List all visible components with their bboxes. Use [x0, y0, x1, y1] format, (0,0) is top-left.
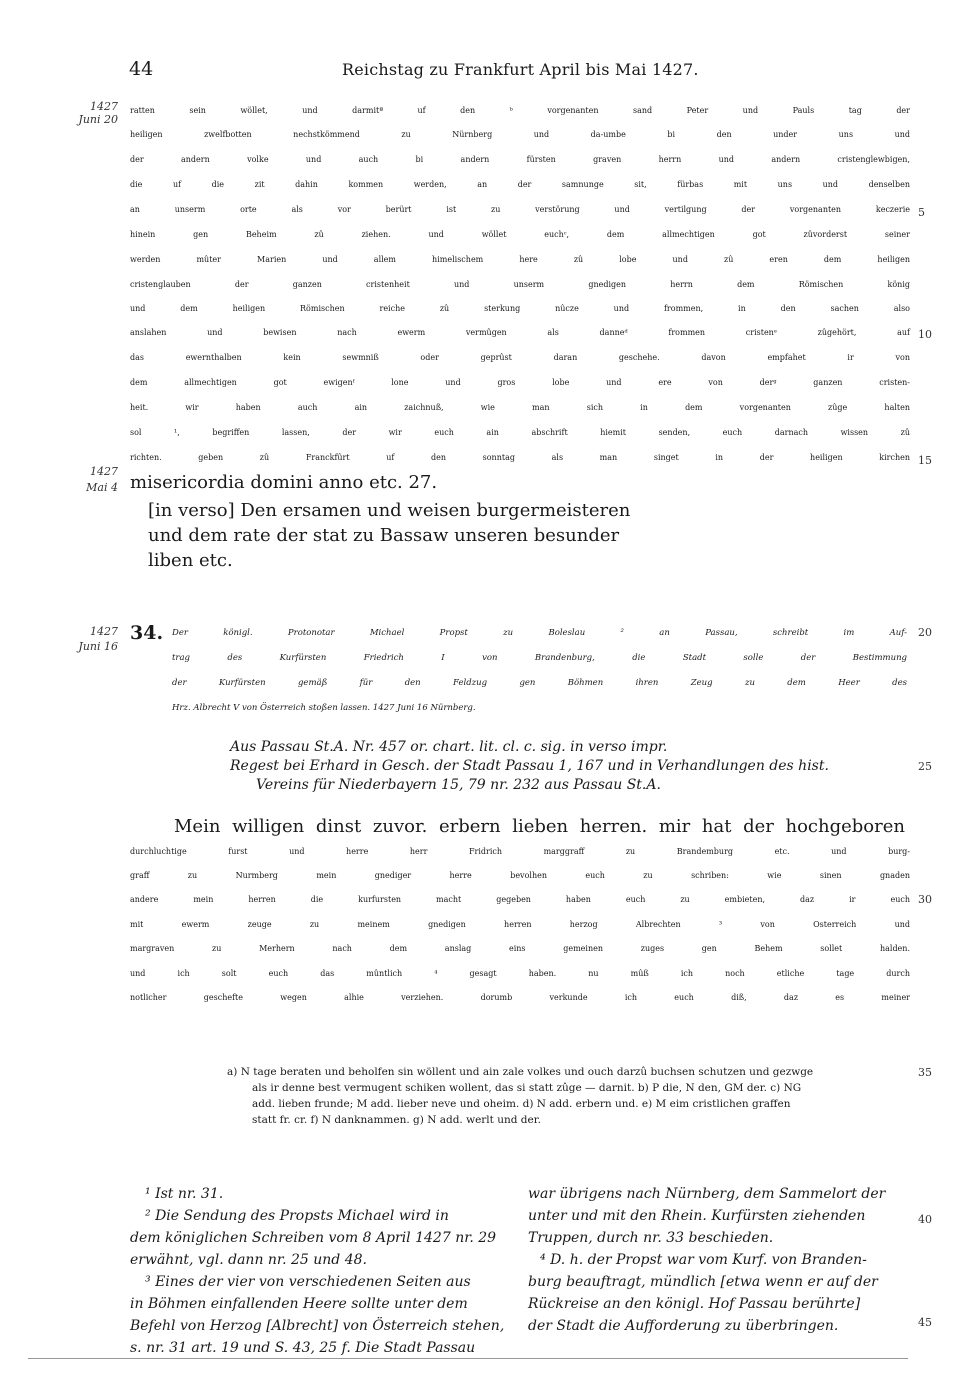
- text-line: anslahen und bewisen nach ewerm vermûgen als danneᵈ frommen cristenᵉ zûgehört, auf: [130, 328, 910, 337]
- document-title-line: Hrz. Albrecht V von Österreich stoßen lassen. 1427 Juni 16 Nürnberg.: [172, 703, 476, 713]
- footnote-line: Befehl von Herzog [Albrecht] von Österreich stehen,: [130, 1318, 505, 1334]
- text-line: an unserm orte als vor berürt ist zu verstörung und vertilgung der vorgenanten keczerie: [130, 205, 910, 214]
- line-number: 15: [918, 454, 932, 467]
- footnote-line: Truppen, durch nr. 33 beschieden.: [528, 1230, 774, 1246]
- line-number: 45: [918, 1316, 932, 1329]
- text-line: hinein gen Beheim zû ziehen. und wöllet euchᶜ, dem allmechtigen got zûvorderst seiner: [130, 230, 910, 239]
- line-number: 20: [918, 626, 932, 639]
- text-line: notlicher geschefte wegen alhie verziehen. dorumb verkunde ich euch diß, daz es meiner: [130, 993, 910, 1002]
- text-line: und ich solt euch das mûntlich ⁴ gesagt haben. nu mûß ich noch etliche tage durch: [130, 969, 910, 978]
- running-title: Reichstag zu Frankfurt April bis Mai 1427.: [342, 60, 699, 79]
- footnote-line: ⁴ D. h. der Propst war vom Kurf. von Branden-: [540, 1252, 867, 1268]
- margin-date-year: 1427: [90, 465, 118, 478]
- text-line: mit ewerm zeuge zu meinem gnedigen herren herzog Albrechten ³ von Osterreich und: [130, 920, 910, 929]
- footnote-line: s. nr. 31 art. 19 und S. 43, 25 f. Die Stadt Passau: [130, 1340, 476, 1356]
- verso-line: und dem rate der stat zu Bassaw unseren besunder: [148, 525, 620, 546]
- text-line: die uf die zit dahin kommen werden, an der samnunge sit, fürbas mit uns und denselben: [130, 180, 910, 189]
- margin-date-year: 1427: [90, 625, 118, 638]
- footnote-line: Rückreise an den königl. Hof Passau berührte]: [528, 1296, 861, 1312]
- text-line: cristenglauben der ganzen cristenheit und unserm gnedigen herrn dem Römischen könig: [130, 280, 910, 289]
- line-number: 30: [918, 893, 932, 906]
- text-line: graff zu Nurmberg mein gnediger herre bevolhen euch zu schriben: wie sinen gnaden: [130, 871, 910, 880]
- text-line: dem allmechtigen got ewigenᶠ lone und gros lobe und ere von derᵍ ganzen cristen-: [130, 378, 910, 387]
- margin-date-day: Juni 20: [78, 113, 118, 126]
- text-line: misericordia domini anno etc. 27.: [130, 472, 438, 493]
- margin-date-year: 1427: [90, 100, 118, 113]
- text-line: margraven zu Merhern nach dem anslag eins gemeinen zuges gen Behem sollet halden.: [130, 944, 910, 953]
- source-line: Aus Passau St.A. Nr. 457 or. chart. lit. cl. c. sig. in verso impr.: [230, 739, 668, 755]
- variant-note-line: add. lieben frunde; M add. lieber neve und oheim. d) N add. erbern und. e) M eim cristlichen graffen: [252, 1098, 791, 1110]
- text-line: richten. geben zû Franckfûrt uf den sonntag als man singet in der heiligen kirchen: [130, 453, 910, 462]
- variant-note-line: a) N tage beraten und beholfen sin wöllent und ain zale volkes und ouch darzû buchsen schutzen und gezwge: [227, 1066, 814, 1078]
- footnote-line: burg beauftragt, mündlich [etwa wenn er auf der: [528, 1274, 878, 1290]
- line-number: 5: [918, 206, 925, 219]
- footnote-line: der Stadt die Aufforderung zu überbringen.: [528, 1318, 839, 1334]
- variant-note-line: statt fr. cr. f) N danknammen. g) N add. werlt und der.: [252, 1114, 541, 1126]
- text-line: andere mein herren die kurfursten macht gegeben haben euch zu embieten, daz ir euch: [130, 895, 910, 904]
- footnote-line: ³ Eines der vier von verschiedenen Seiten aus: [145, 1274, 471, 1290]
- verso-line: [in verso] Den ersamen und weisen burgermeisteren: [148, 500, 631, 521]
- source-line: Regest bei Erhard in Gesch. der Stadt Passau 1, 167 und in Verhandlungen des hist.: [230, 758, 829, 774]
- line-number: 10: [918, 328, 932, 341]
- page-number: 44: [129, 58, 154, 80]
- document-number: 34.: [130, 622, 164, 644]
- text-line: durchluchtige furst und herre herr Fridrich marggraff zu Brandemburg etc. und burg-: [130, 847, 910, 856]
- text-line: der andern volke und auch bi andern fürsten graven herrn und andern cristenglewbigen,: [130, 155, 910, 164]
- text-line: heiligen zwelfbotten nechstkömmend zu Nürnberg und da-umbe bi den under uns und: [130, 130, 910, 139]
- verso-line: liben etc.: [148, 550, 233, 571]
- text-line: Mein willigen dinst zuvor. erbern lieben herren. mir hat der hochgeboren: [174, 816, 905, 837]
- footnote-line: war übrigens nach Nürnberg, dem Sammelort der: [528, 1186, 886, 1202]
- text-line: werden mûter Marien und allem himelischem here zû lobe und zû eren dem heiligen: [130, 255, 910, 264]
- document-title-line: trag des Kurfürsten Friedrich I von Brandenburg, die Stadt solle der Bestimmung: [172, 653, 907, 663]
- text-line: sol ¹, begriffen lassen, der wir euch ain abschrift hiemit senden, euch darnach wissen zû: [130, 428, 910, 437]
- text-line: ratten sein wöllet, und darmitª uf den ᵇ vorgenanten sand Peter und Pauls tag der: [130, 106, 910, 115]
- footnote-line: unter und mit den Rhein. Kurfürsten ziehenden: [528, 1208, 866, 1224]
- source-line: Vereins für Niederbayern 15, 79 nr. 232 aus Passau St.A.: [256, 777, 661, 793]
- footnote-line: ¹ Ist nr. 31.: [145, 1186, 224, 1202]
- line-number: 35: [918, 1066, 932, 1079]
- footnote-line: in Böhmen einfallenden Heere sollte unter dem: [130, 1296, 468, 1312]
- text-line: heit. wir haben auch ain zaichnuß, wie man sich in dem vorgenanten zûge halten: [130, 403, 910, 412]
- margin-date-day: Juni 16: [78, 640, 118, 653]
- footnote-line: erwähnt, vgl. dann nr. 25 und 48.: [130, 1252, 367, 1268]
- footnote-line: dem königlichen Schreiben vom 8 April 1427 nr. 29: [130, 1230, 497, 1246]
- line-number: 25: [918, 760, 932, 773]
- document-title-line: Der königl. Protonotar Michael Propst zu Boleslau ² an Passau, schreibt im Auf-: [172, 628, 907, 638]
- document-title-line: der Kurfürsten gemäß für den Feldzug gen Böhmen ihren Zeug zu dem Heer des: [172, 678, 907, 688]
- footnote-line: ² Die Sendung des Propsts Michael wird in: [145, 1208, 449, 1224]
- text-line: und dem heiligen Römischen reiche zû sterkung nûcze und frommen, in den sachen also: [130, 304, 910, 313]
- text-line: das ewernthalben kein sewmniß oder geprûst daran geschehe. davon empfahet ir von: [130, 353, 910, 362]
- line-number: 40: [918, 1213, 932, 1226]
- variant-note-line: als ir denne best vermugent schiken wollent, das si statt zûge — darnit. b) P die, N den, GM der. c) NG: [252, 1082, 802, 1094]
- margin-date-day: Mai 4: [86, 481, 118, 494]
- bottom-rule: [28, 1358, 908, 1359]
